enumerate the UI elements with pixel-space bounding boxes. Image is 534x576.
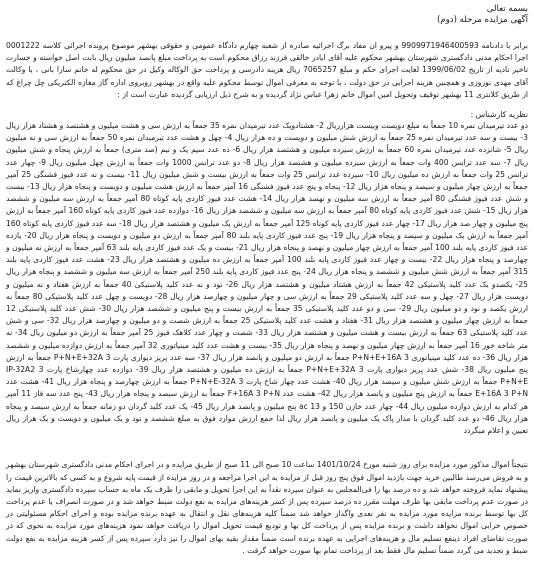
notice-title: آگهی مزایده مرحله (دوم) — [436, 15, 528, 25]
spacer — [6, 26, 528, 40]
expert-opinion-title: نظریه کارشناس : — [470, 110, 528, 120]
expert-items-paragraph: دو عدد تیرمیدان نمره 10 جمعاً به مبلغ دویست وبیست هزارریال 2- هشتادویک عدد تیرمیدان نمره 35 جمعاً به ارزش سی و هشت میلیون و هشتصد و هشتاد هزار ریال 3- بیست و سه عدد تیرمیدان نمره 25 جمعاً به ارزش شش میلیون و دویست و ده هزار ریال 4- چهل و هشت عدد تیرمیدان نمره 50 جمعاً به ارزش سی و نه میلیون ریال 5- شانزده عدد تیرمیدان نمره 60 جمعاً به ارزش سیزده میلیون و هشتصد هزار ریال 6- ده عدد سیم یک و نیم (صد متری) جمعاً به ارزش پنجاه و شش میلیون ریال 7- سه عدد ترانس 400 وات جمعاً به ارزش سیزده میلیون و هشتصد هزار ریال 8- دو عدد ترانس 1000 وات جمعاً به ارزش چهل میلیون ریال 9- چهار عدد ترانس 25 وات جمعاً به ارزش ده میلیون ریال 10- سیزده عدد ترانس 25 وات جمعاً به ارزش بیست و شش میلیون ریال 11- بیست و نه عدد فیوز فشنگی 25 آمپر جمعاً به ارزش چهار میلیون و سیصد و پنجاه هزار ریال 12- پنجاه و پنج عدد فیوز فشنگی 16 آمپر جمعاً به ارزش هشت میلیون و دویست و پنجاه هزار ریال 13- بیست و شش عدد فیوز فشنگی 80 آمپر جمعاً به ارزش سه میلیون و نهصد هزار ریال 14- هشت عدد فیوز کاردی پایه کوتاه 80 آمپر جمعاً به ارزش سه میلیون و ششصد هزار ریال 15- شش عدد فیوز کاردی پایه کوتاه 80 آمپر جمعاً به ارزش سه میلیون و ششصد هزار ریال 16- دوازده عدد فیوز کاردی پایه کوتاه 160 آمپر جمعاً به ارزش پنج میلیون و چهار صد هزار ریال 17- چهار عدد فیوز کاردی پایه کوتاه 125 آمپر جمعاً به ارزش یک میلیون و هشتصد هزار ریال 18- سه عدد فیوز کاردی پایه کوتاه 160 آمپر جمعاً به ارزش یک میلیون و سیصد و پنجاه هزار ریال 19- پنج عدد فیوز کاردی پایه بلند 80 آمپر جمعاً به ارزش دو میلیون و دویست و پنجاه هزار ریال 20- یازده عدد فیوز کاردی پایه بلند 100 آمپر جمعاً به ارزش چهار میلیون و نهصد و پنجاه هزار ریال 21- بیست و یک عدد فیوز کاردی پایه بلند 63 آمپر جمعاً به ارزش نه میلیون و چهارصد و پنجاه هزار ریال 22- بیست و چهار عدد فیوز کاردی پایه بلند 100 آمپر جمعاً به ارزش ده میلیون و هشتصد هزار ریال 23- هشت عدد فیوز کاردی پایه بلند 315 آمپر جمعاً به ارزش شش میلیون و ششصد و پنجاه هزار ریال 24- پنج عدد فیوز کاردی پایه بلند 250 آمپر جمعاً به ارزش سه میلیون و ششصد و پنجاه هزار ریال 25- یکصدو یک عدد کلید پلاستیکی 42 جمعاً به ارزش هشتاد میلیون و هشتصد هزار ریال 26- نود و نه عدد کلید پلاستیکی 40 جمعاً به ارزش هفتاد و نه میلیون و دویست هزار ریال 27- چهل و سه عدد کلید پلاستیکی 29 جمعاً به ارزش سی و چهار میلیون و چهارصد هزار ریال 28- دویست و چهل عدد کلید پلاستیکی 80 جمعاً به ارزش یکصد و نود و دو میلیون ریال 29- سی و دو عدد کلید پلاستیکی 35 جمعاً به ارزش بیست و پنج میلیون و ششصد هزار ریال 30- شش عدد کلید پلاستیکی 12 جمعاً به ارزش چهار میلیون و هشتصد هزار ریال 31- هفتاد و هشت عدد کلید پلاستیکی 25 جمعاً به ارزش شصت و دو میلیون و چهارصد هزار ریال 32- سی و شش عدد کلید پلاستیکی 63 جمعاً به ارزش بیست و هشت میلیون و هشتصد هزار ریال 33- شصت و چهار عدد کلاهک فیوز 25 آمپر جمعاً به ارزش دو میلیون ریال 34- نه متر شاخه خور 16 آمپر جمعاً به ارزش چهار میلیون و نهصد و پنجاه هزار ریال 35- بیست و هشت عدد کلید مینیاتوری 32 آمپر جمعاً به ارزش دوازده میلیون و ششصد هزار ریال 36- ده عدد کلید مینیاتوری P+N+E+16A 3 جمعاً به ارزش دو میلیون و پانصد هزار ریال 37- سه عدد پریز دیواری پارت 3 P+N+E+32A جمعاً به ارزش پنج میلیون ریال 38- شش عدد پریز دیواری پارت 3 P+N+E+32A جمعاً به ارزش ده میلیون و هشتصد هزار ریال 39- دوازده عدد چهارشاخ پارت 3 IP-32A2 P+N+E جمعاً به ارزش شش میلیون و سیصد هزار ریال 40- هشت عدد چهار شاخ پارت 3 P+N+E-32A جمعاً به ارزش چهارصد و پنجاه هزار ریال 41- هشت عدد E+16A 3 P+N جمعاً به ارزش پنج میلیون و پانصد هزار ریال 42- هشت عدد F+16A 3 P+N جمعاً به ارزش سیصد و پنجاه هزار ریال 43- پنج عدد سه فاز 11 آمپر هر کدام به ارزش دوازده میلیون ریال 44- چهار عدد خازن 150 و 13 ac پنج میلیون و پانصد هزار ریال 45- یک عدد کلید گردان دو زمانه جمعاً به ارزش سیصد و پنجاه هزار ریال 46- دو عدد کلید گردان با مدار پاک یک میلیون و پانصد هزار ریال لذا جمع ارزش موارد فوق به مبلغ ششصد و نود و یک میلیون و دویست و یک هزار ریال تعیین و اعلام میگردد — [6, 121, 529, 436]
spacer — [6, 437, 528, 459]
auction-terms-paragraph: نتیجتاً اموال مذکور مورد مزایده برای روز شنبه مورخ 1401/10/24 ساعت 10 صبح الی 11 صبح از طریق مزایده و در اجرای احکام مدنی دادگستری شهرستان بهشهر و به فروش می‌رسد طالبین خرید جهت بازدید اموال فوق پنج روز قبل از مزایده به این اجرا مراجعه و در روز مزایده از قیمت پایه شروع و به کسی که بالاترین قیمت را پیشنهاد نماید فروخته خواهد شد و ده درصد بها را فی‌المجلس به عنوان سپرده نقداً به این اجرا تحویل و مابقی را ظرف یک ماه به حساب سپرده دادگستری واریز نماید در صورت عدم پرداخت مابقی بها ظرف مهلت مقرر ده درصد سپرده پس از کسر هزینه‌های مزایده به نفع دولت ضبط خواهد شد و در صورت انصراف یا عدم پرداخت کل بها توسط برنده مزایده مورد مزایده به نفر بعدی واگذار خواهد شد ضمناً کلیه هزینه‌های نقل و انتقال به عهده برنده مزایده بوده و اجرای احکام مسئولیتی در خصوص خرابی اموال نخواهد داشت و برنده مزایده پس از پرداخت کل بها و تودیع قیمت تحویل اموال را دریافت خواهد نمود هزینه‌های مورد مزایده به نحوی که در صورت تقاضای افراد ذینفع تسلیم مال و هزینه‌های اجرایی به عهده برنده است ضمناً مقدار بقیه بهای اموال را نیز دارد سپرده پس از کسر هزینه مزایده به نفع دولت ضبط و تجدید می گردد ضمناً تسلیم مال فقط بعد از پرداخت تمام بها صورت خواهد گرفت . — [6, 460, 528, 555]
notice-intro-paragraph: برابر با دادنامه 9909971946400593 و پیرو ان مفاد برگ اجرائیه صادره از شعبه چهارم دادگاه عمومی و حقوقی بهشهر موضوع پرونده اجرائی کلاسه 0001222 اجرا احکام مدنی دادگستری شهرستان بهشهر محکوم علیه آقای ابادر خالقی فرزند رزاق محکوم است به پرداخت مبلغ پانصد میلیون ریال بابت اصل خواسته و خسارت تاخیر تادیه از تاریخ 1399/06/02 لغایت اجرای حکم و مبلغ 7065257 ریال هزینه دادرسی و پرداخت حق الوکاله وکیل در حق محکوم له خانم سارا بانی ، با وکالت آقای مهدی نوروزی و همچنین هزینه اجرایی در حق دولت ، با توجه به معرفی اموال توسط محکوم علیه واقع در بهشهر روبروی اداره گاز مغازه الکتریکی چل چراغ که از طریق کلانتری 11 بهشهر توقیف وتحویل امین اموال خانم زهرا عباس نژاد گردیده و به شرح ذیل ارزیابی گردیده عبارت است از : — [6, 41, 528, 99]
spacer — [6, 101, 528, 109]
notice-basmala: بسمه تعالی — [486, 4, 528, 14]
